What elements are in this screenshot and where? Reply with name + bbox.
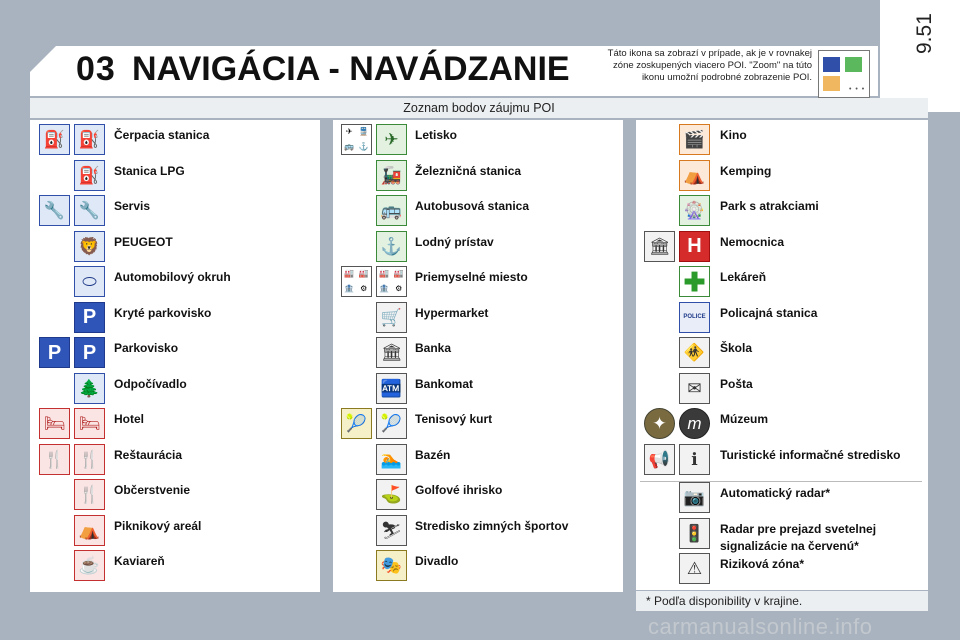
poi-icons: [679, 266, 710, 299]
poi-icons: [341, 124, 407, 157]
poi-label: Divadlo: [415, 554, 459, 568]
poi-icons: [376, 231, 407, 264]
poi-icons: [376, 195, 407, 228]
sub-glyph: 🏭: [393, 269, 404, 279]
poi-row: [636, 337, 928, 372]
poi-icons: [74, 266, 105, 299]
public-buildings-group-icon: 🏛: [644, 231, 675, 262]
section-subtitle: Zoznam bodov záujmu POI: [30, 98, 928, 118]
poi-icons: [376, 337, 407, 370]
poi-icons: [74, 550, 105, 583]
industrial-site-icon: [376, 266, 407, 297]
poi-label: Riziková zóna*: [720, 557, 805, 571]
poi-icons: [644, 231, 710, 264]
poi-row: [333, 408, 623, 443]
poi-label: Hypermarket: [415, 305, 489, 320]
sub-glyph: 🏭: [358, 269, 369, 279]
bus-station-icon: 🚌: [376, 195, 407, 226]
poi-row: [30, 444, 320, 479]
poi-label: Autobusová stanica: [415, 199, 530, 213]
service-icon: 🔧: [74, 195, 105, 226]
poi-label: Golfové ihrisko: [415, 483, 503, 497]
poi-label: Letisko: [415, 128, 458, 142]
poi-icons: [74, 160, 105, 193]
speed-camera-icon: 📷: [679, 482, 710, 513]
bank-icon: 🏛: [376, 337, 407, 368]
poi-label: Banka: [415, 341, 452, 355]
poi-icons: [39, 444, 105, 477]
poi-icons: [74, 302, 105, 335]
chapter-number: 03: [76, 50, 116, 88]
post-office-icon: ✉: [679, 373, 710, 404]
poi-label: Kryté parkovisko: [114, 305, 212, 320]
page-number: 9.51: [913, 13, 936, 54]
sub-glyph: 🏭: [344, 269, 355, 279]
tourist-information-icon: ℹ: [679, 444, 710, 475]
sub-glyph: 🚌: [344, 141, 355, 151]
poi-icons: [376, 515, 407, 548]
poi-row: [30, 479, 320, 514]
sub-glyph: 🏭: [379, 269, 390, 279]
zoom-quadrant-blue: [823, 57, 840, 72]
poi-label: Občerstvenie: [114, 483, 191, 497]
zoom-poi-icon: [818, 50, 870, 98]
poi-icons: [74, 515, 105, 548]
tourism-group-icon: ✦: [644, 408, 675, 439]
poi-row: [636, 302, 928, 337]
train-station-icon: 🚂: [376, 160, 407, 191]
theater-icon: 🎭: [376, 550, 407, 581]
poi-column-3: [636, 120, 928, 590]
museum-icon: m: [679, 408, 710, 439]
poi-label: Nemocnica: [720, 234, 785, 249]
poi-label: Servis: [114, 199, 151, 213]
poi-row: [333, 124, 623, 159]
poi-row: [333, 266, 623, 301]
risk-zone-icon: ⚠: [679, 553, 710, 584]
poi-label: Priemyselné miesto: [415, 270, 528, 284]
poi-row: [30, 408, 320, 443]
swimming-pool-icon: 🏊: [376, 444, 407, 475]
poi-row: [636, 231, 928, 266]
poi-row: [333, 231, 623, 266]
peugeot-icon: 🦁: [74, 231, 105, 262]
poi-label: Automatický radar*: [720, 486, 831, 500]
sub-glyph: ⚓: [358, 141, 369, 151]
fuel-station-icon: ⛽: [39, 124, 70, 155]
footnote: * Podľa disponibility v krajine.: [636, 591, 928, 611]
poi-row: [333, 373, 623, 408]
poi-row: [333, 550, 623, 585]
poi-icons: [679, 553, 710, 586]
poi-label: Lekáreň: [720, 270, 767, 284]
zoom-quadrant-orange: [823, 76, 840, 91]
poi-icons: [679, 160, 710, 193]
sub-glyph: 🚆: [358, 127, 369, 137]
poi-label: Tenisový kurt: [415, 412, 493, 426]
airport-icon: ✈: [376, 124, 407, 155]
poi-label: Odpočívadlo: [114, 376, 187, 391]
poi-row: [30, 195, 320, 230]
hospital-icon: H: [679, 231, 710, 262]
poi-label: Pošta: [720, 376, 753, 391]
poi-row: [636, 373, 928, 408]
poi-row: [636, 408, 928, 443]
poi-label: Stredisko zimných športov: [415, 518, 569, 533]
poi-icons: [376, 373, 407, 406]
poi-icons: [376, 160, 407, 193]
poi-icons: [679, 124, 710, 157]
poi-icons: [74, 373, 105, 406]
poi-row: [333, 195, 623, 230]
poi-label: Reštaurácia: [114, 447, 183, 462]
amusement-park-icon: 🎡: [679, 195, 710, 226]
poi-row: [333, 160, 623, 195]
poi-icons: [679, 482, 710, 515]
poi-row: [30, 515, 320, 550]
poi-icons: [376, 550, 407, 583]
poi-icons: [376, 479, 407, 512]
poi-row: [30, 124, 320, 159]
poi-label: Policajná stanica: [720, 305, 818, 320]
poi-label: Piknikový areál: [114, 518, 202, 533]
camping-icon: ⛺: [679, 160, 710, 191]
poi-column-1: [30, 120, 320, 592]
poi-label: Park s atrakciami: [720, 199, 819, 213]
poi-row: [636, 444, 928, 479]
sport-group-icon: 🎾: [341, 408, 372, 439]
covered-parking-icon: P: [74, 302, 105, 333]
poi-icons: [679, 337, 710, 370]
service-icon: 🔧: [39, 195, 70, 226]
poi-row: [636, 266, 928, 301]
poi-label: Turistické informačné stredisko: [720, 447, 901, 462]
rest-area-icon: 🌲: [74, 373, 105, 404]
poi-icons: [679, 302, 710, 335]
page-title: NAVIGÁCIA - NAVÁDZANIE: [132, 50, 570, 88]
poi-row: [30, 266, 320, 301]
poi-row: [333, 337, 623, 372]
poi-label: Múzeum: [720, 412, 768, 426]
picnic-area-icon: ⛺: [74, 515, 105, 546]
poi-label: Bankomat: [415, 376, 474, 391]
poi-icons: [39, 337, 105, 370]
watermark: carmanualsonline.info: [648, 614, 873, 639]
poi-label: Kaviareň: [114, 554, 165, 568]
poi-icons: [341, 266, 407, 299]
poi-label: Lodný prístav: [415, 234, 494, 249]
sub-glyph: ✈: [345, 127, 353, 137]
poi-label: Škola: [720, 341, 753, 355]
industrial-group-icon: [341, 266, 372, 297]
pharmacy-icon: ✚: [679, 266, 710, 297]
poi-icons: [341, 408, 407, 441]
poi-icons: [679, 373, 710, 406]
winter-sports-icon: ⛷: [376, 515, 407, 546]
parking-icon: P: [74, 337, 105, 368]
poi-row: [636, 195, 928, 230]
sub-glyph: ⚙: [395, 283, 403, 293]
poi-icons: [39, 124, 105, 157]
poi-row: [636, 518, 928, 553]
poi-icons: [644, 444, 710, 477]
poi-icons: [644, 408, 710, 441]
poi-row: [333, 302, 623, 337]
poi-row: [30, 337, 320, 372]
zoom-icon-dots: • • •: [849, 86, 866, 93]
race-circuit-icon: ⬭: [74, 266, 105, 297]
poi-row: [30, 302, 320, 337]
poi-row: [333, 515, 623, 550]
school-icon: 🚸: [679, 337, 710, 368]
poi-row: [636, 482, 928, 517]
restaurant-icon: 🍴: [39, 444, 70, 475]
restaurant-icon: 🍴: [74, 444, 105, 475]
refreshment-icon: 🍴: [74, 479, 105, 510]
tourist-group-icon: 📢: [644, 444, 675, 475]
lpg-station-icon: ⛽: [74, 160, 105, 191]
poi-label: Čerpacia stanica: [114, 128, 210, 142]
poi-icons: [679, 195, 710, 228]
tennis-court-icon: 🎾: [376, 408, 407, 439]
fuel-station-icon: ⛽: [74, 124, 105, 155]
poi-label: Železničná stanica: [415, 163, 522, 178]
red-light-camera-icon: 🚦: [679, 518, 710, 549]
sub-glyph: 🏦: [344, 283, 355, 293]
poi-row: [636, 553, 928, 588]
poi-label: Stanica LPG: [114, 163, 185, 178]
poi-row: [30, 373, 320, 408]
poi-icons: [39, 195, 105, 228]
atm-icon: 🏧: [376, 373, 407, 404]
poi-column-2: [333, 120, 623, 592]
sub-glyph: ⚙: [360, 283, 368, 293]
parking-icon: P: [39, 337, 70, 368]
poi-label: Bazén: [415, 447, 451, 462]
golf-course-icon: ⛳: [376, 479, 407, 510]
hotel-icon: 🛏: [74, 408, 105, 439]
divider: [640, 481, 922, 482]
harbor-icon: ⚓: [376, 231, 407, 262]
poi-row: [333, 479, 623, 514]
poi-label: Radar pre prejazd svetelnej signalizácie na červenú*: [720, 521, 877, 553]
poi-label: Parkovisko: [114, 341, 179, 355]
poi-icons: [74, 231, 105, 264]
poi-row: [636, 160, 928, 195]
poi-row: [333, 444, 623, 479]
poi-label: Kemping: [720, 163, 772, 178]
sub-glyph: 🏦: [379, 283, 390, 293]
poi-icons: [74, 479, 105, 512]
poi-row: [30, 550, 320, 585]
airport-group-icon: [341, 124, 372, 155]
poi-icons: [39, 408, 105, 441]
poi-label: PEUGEOT: [114, 234, 173, 249]
poi-label: Kino: [720, 128, 747, 142]
cafe-icon: ☕: [74, 550, 105, 581]
cinema-icon: 🎬: [679, 124, 710, 155]
zoom-note: Táto ikona sa zobrazí v prípade, ak je v rovnakej zóne zoskupených viacero POI. "Zoom" na túto ikonu umožní podrobné zobrazenie POI.: [607, 48, 812, 83]
hotel-icon: 🛏: [39, 408, 70, 439]
poi-row: [30, 160, 320, 195]
poi-row: [30, 231, 320, 266]
poi-icons: [376, 302, 407, 335]
poi-icons: [679, 518, 710, 551]
poi-label: Automobilový okruh: [114, 270, 231, 284]
hypermarket-icon: 🛒: [376, 302, 407, 333]
poi-label: Hotel: [114, 412, 144, 426]
police-station-icon: POLICE: [679, 302, 710, 333]
zoom-quadrant-green: [845, 57, 862, 72]
poi-icons: [376, 444, 407, 477]
poi-row: [636, 124, 928, 159]
